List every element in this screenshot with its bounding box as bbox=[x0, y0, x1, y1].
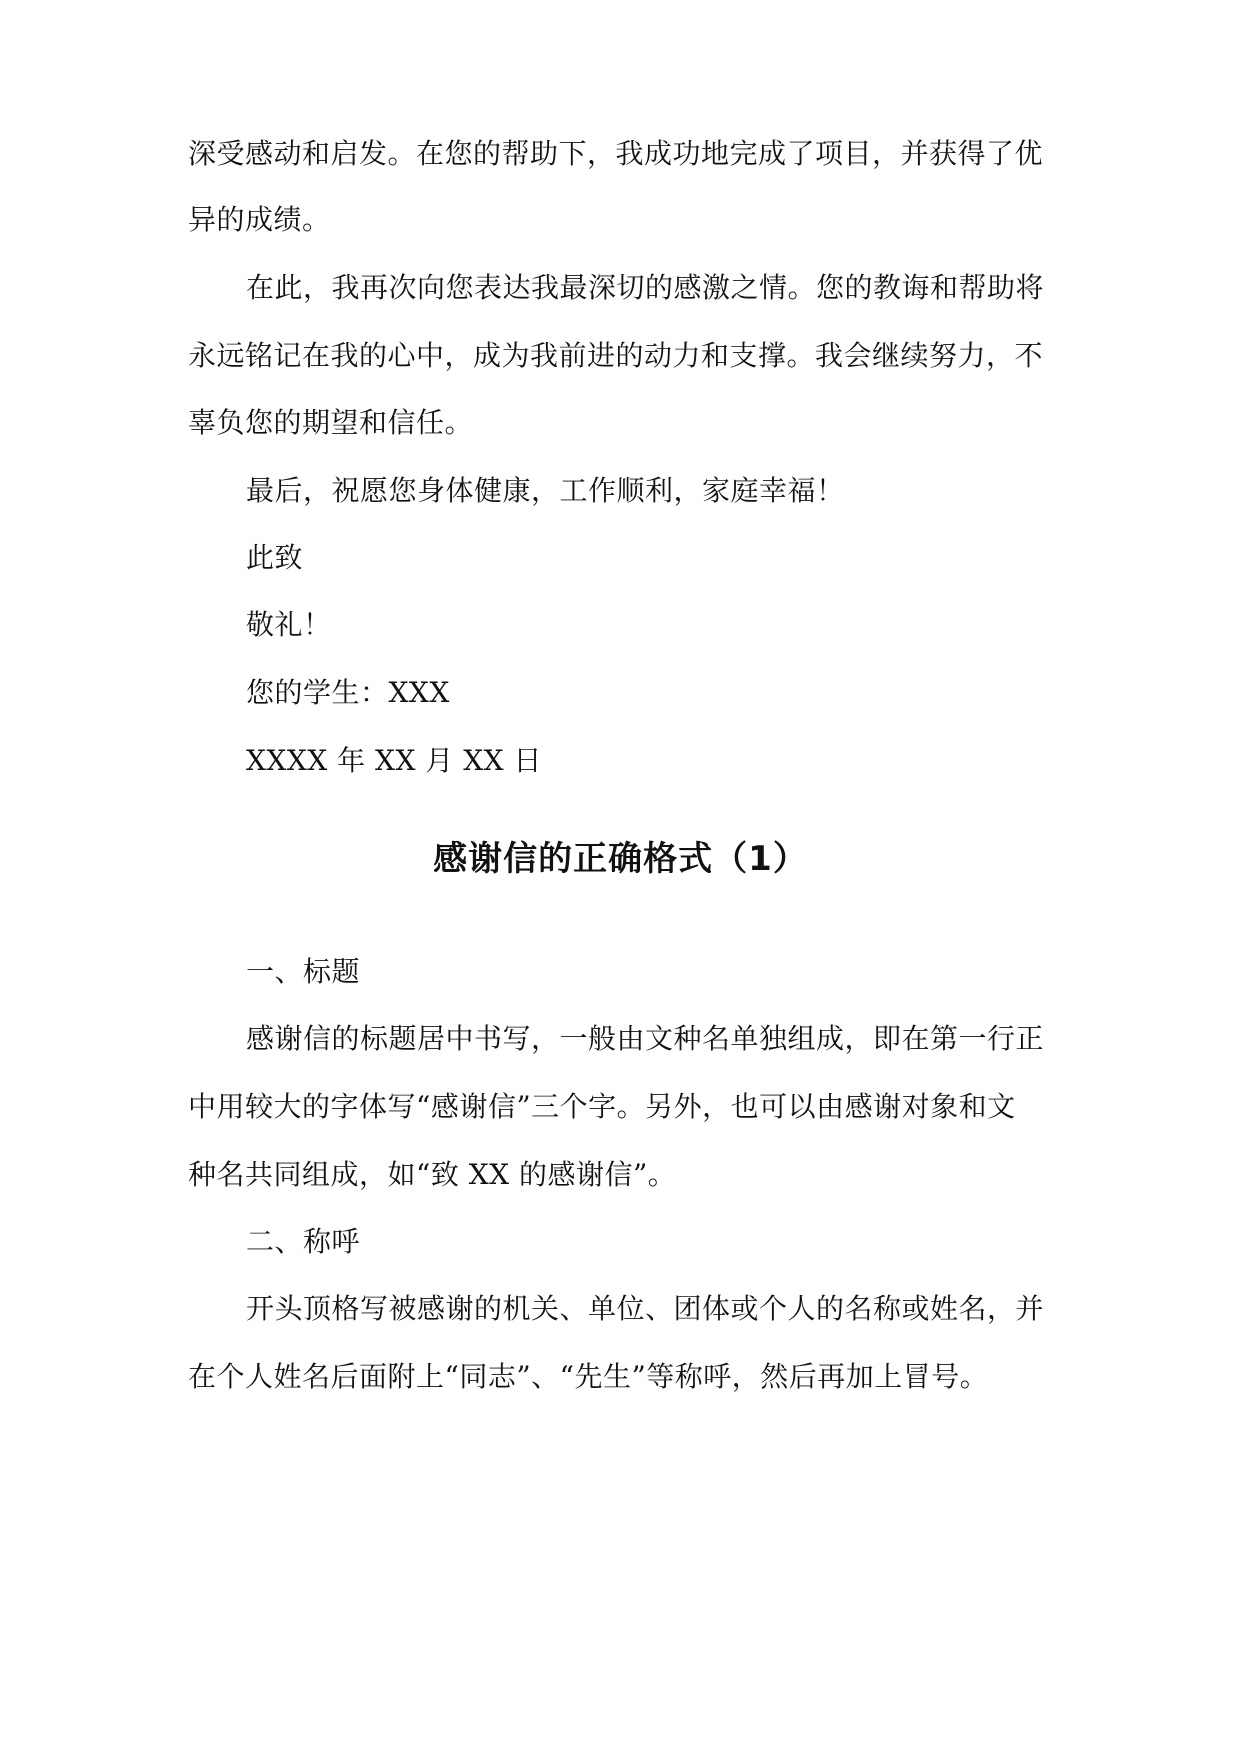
letter-salutation-ci-zhi: 此致 bbox=[246, 541, 304, 574]
letter-line-1: 深受感动和启发。在您的帮助下，我成功地完成了项目，并获得了优 bbox=[188, 137, 1044, 170]
letter-salutation-jing-li: 敬礼！ bbox=[246, 608, 332, 641]
section-paragraph-line-3: 种名共同组成，如“致 XX 的感谢信”。 bbox=[188, 1158, 677, 1191]
section-title: 感谢信的正确格式（1） bbox=[433, 839, 808, 879]
letter-closing-wish: 最后，祝愿您身体健康，工作顺利，家庭幸福！ bbox=[246, 474, 845, 507]
letter-signature: 您的学生：XXX bbox=[246, 676, 450, 709]
letter-line-2: 异的成绩。 bbox=[188, 203, 331, 236]
letter-line-3: 在此，我再次向您表达我最深切的感激之情。您的教诲和帮助将 bbox=[246, 271, 1045, 304]
letter-line-5: 辜负您的期望和信任。 bbox=[188, 406, 474, 439]
section-heading-title: 一、标题 bbox=[246, 955, 361, 988]
section-heading-salutation: 二、称呼 bbox=[246, 1225, 361, 1258]
section-paragraph-line-4: 开头顶格写被感谢的机关、单位、团体或个人的名称或姓名，并 bbox=[246, 1292, 1045, 1325]
section-paragraph-line-5: 在个人姓名后面附上“同志”、“先生”等称呼，然后再加上冒号。 bbox=[188, 1360, 989, 1393]
section-paragraph-line-2: 中用较大的字体写“感谢信”三个字。另外，也可以由感谢对象和文 bbox=[188, 1090, 1016, 1123]
section-paragraph-line-1: 感谢信的标题居中书写，一般由文种名单独组成，即在第一行正 bbox=[246, 1022, 1045, 1055]
letter-date: XXXX 年 XX 月 XX 日 bbox=[246, 744, 542, 777]
letter-line-4: 永远铭记在我的心中，成为我前进的动力和支撑。我会继续努力，不 bbox=[188, 339, 1044, 372]
